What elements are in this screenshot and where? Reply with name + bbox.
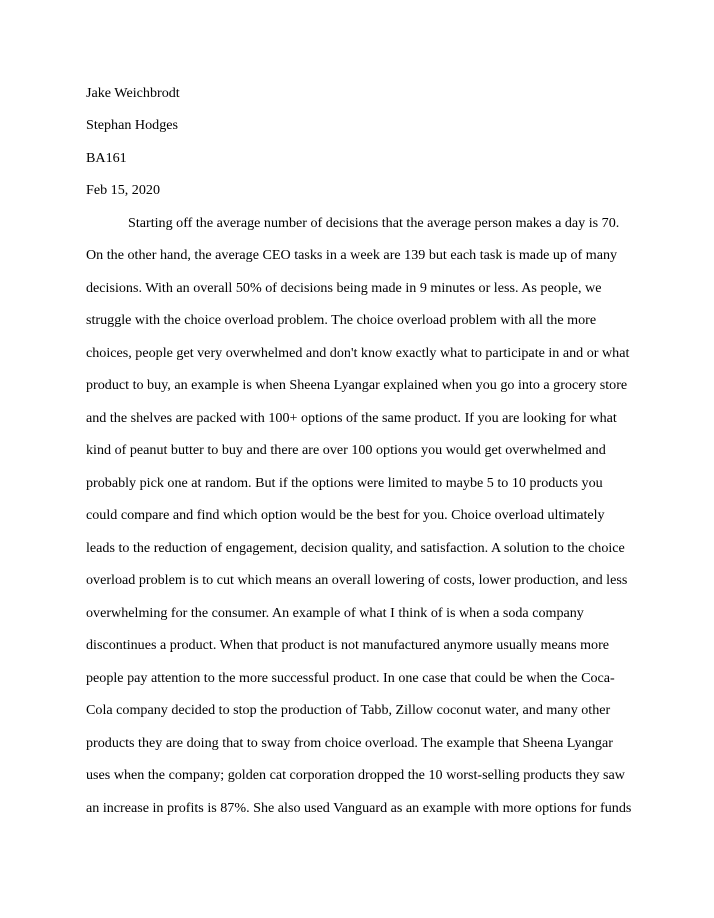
course-code: BA161: [86, 150, 127, 166]
body-text-line: probably pick one at random. But if the options were limited to maybe 5 to 10 products you: [86, 475, 603, 491]
body-text-line: an increase in profits is 87%. She also used Vanguard as an example with more options for funds: [86, 800, 632, 816]
author-name: Jake Weichbrodt: [86, 85, 180, 101]
body-text-line: leads to the reduction of engagement, decision quality, and satisfaction. A solution to the choice: [86, 540, 625, 556]
body-text-line: choices, people get very overwhelmed and don't know exactly what to participate in and or what: [86, 345, 630, 361]
body-text-line: people pay attention to the more successful product. In one case that could be when the Coca-: [86, 670, 615, 686]
body-text-line: Starting off the average number of decisions that the average person makes a day is 70.: [128, 215, 620, 231]
instructor-name: Stephan Hodges: [86, 117, 178, 133]
document-date: Feb 15, 2020: [86, 182, 160, 198]
body-text-line: and the shelves are packed with 100+ options of the same product. If you are looking for what: [86, 410, 617, 426]
body-text-line: overwhelming for the consumer. An example of what I think of is when a soda company: [86, 605, 584, 621]
body-text-line: products they are doing that to sway from choice overload. The example that Sheena Lyangar: [86, 735, 613, 751]
body-text-line: On the other hand, the average CEO tasks in a week are 139 but each task is made up of many: [86, 247, 618, 263]
body-text-line: decisions. With an overall 50% of decisions being made in 9 minutes or less. As people, we: [86, 280, 602, 296]
body-text-line: kind of peanut butter to buy and there are over 100 options you would get overwhelmed and: [86, 442, 606, 458]
body-text-line: discontinues a product. When that product is not manufactured anymore usually means more: [86, 637, 610, 653]
body-text-line: overload problem is to cut which means an overall lowering of costs, lower production, and less: [86, 572, 628, 588]
body-text-line: uses when the company; golden cat corporation dropped the 10 worst-selling products they saw: [86, 767, 625, 783]
body-text-line: could compare and find which option would be the best for you. Choice overload ultimately: [86, 507, 605, 523]
body-text-line: Cola company decided to stop the production of Tabb, Zillow coconut water, and many other: [86, 702, 611, 718]
body-text-line: product to buy, an example is when Sheena Lyangar explained when you go into a grocery store: [86, 377, 628, 393]
body-text-line: struggle with the choice overload problem. The choice overload problem with all the more: [86, 312, 597, 328]
